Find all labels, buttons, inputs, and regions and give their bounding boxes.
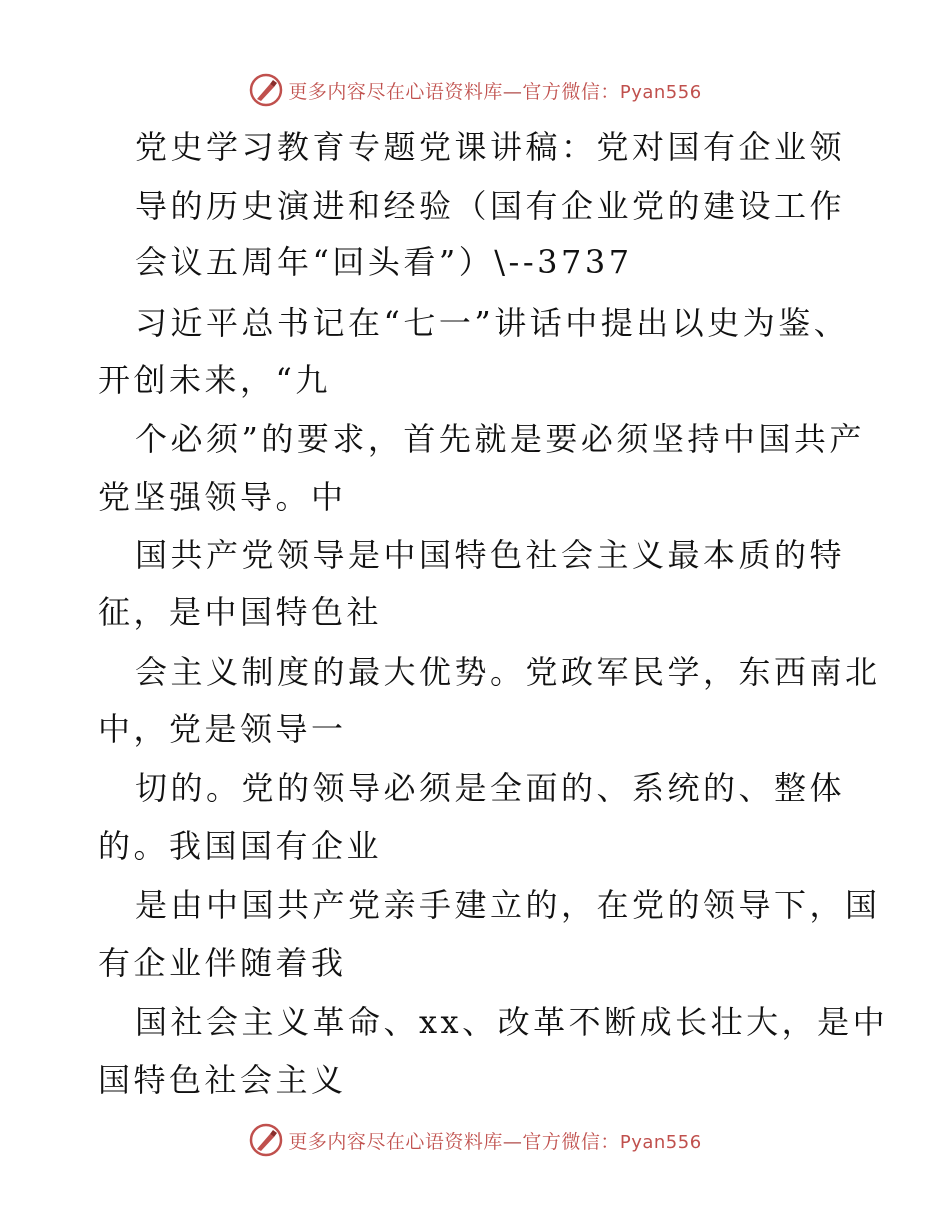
footer-banner xyxy=(0,1120,950,1160)
paragraph-line: 的。我国国有企业 xyxy=(98,827,383,865)
document-title-line: 党史学习教育专题党课讲稿：党对国有企业领 xyxy=(135,128,846,166)
paragraph-line: 开创未来，“九 xyxy=(98,361,331,399)
paragraph-line: 党坚强领导。中 xyxy=(98,478,347,516)
header-banner xyxy=(0,70,950,110)
banner-text: 更多内容尽在心语资料库—官方微信：Pyan556 xyxy=(288,80,702,103)
paragraph-line: 国共产党领导是中国特色社会主义最本质的特 xyxy=(135,536,846,574)
paragraph-line: 习近平总书记在“七一”讲话中提出以史为鉴、 xyxy=(135,304,850,342)
paragraph-line: 有企业伴随着我 xyxy=(98,944,347,982)
paragraph-line: 征，是中国特色社 xyxy=(98,593,383,631)
paragraph-line: 个必须”的要求，首先就是要必须坚持中国共产 xyxy=(135,420,865,458)
paragraph-line: 是由中国共产党亲手建立的，在党的领导下，国 xyxy=(135,886,881,924)
paragraph-line: 国特色社会主义 xyxy=(98,1061,347,1099)
banner-text: 更多内容尽在心语资料库—官方微信：Pyan556 xyxy=(288,1130,702,1153)
document-title-line: 会议五周年“回头看”）\--3737 xyxy=(135,243,633,281)
document-title-line: 导的历史演进和经验（国有企业党的建设工作 xyxy=(135,187,846,225)
paragraph-line: 中，党是领导一 xyxy=(98,710,347,748)
paragraph-line: 会主义制度的最大优势。党政军民学，东西南北 xyxy=(135,653,881,691)
logo-pen-icon xyxy=(248,1122,284,1158)
paragraph-line: 国社会主义革命、xx、改革不断成长壮大，是中 xyxy=(135,1003,889,1041)
paragraph-line: 切的。党的领导必须是全面的、系统的、整体 xyxy=(135,769,846,807)
logo-pen-icon xyxy=(248,72,284,108)
